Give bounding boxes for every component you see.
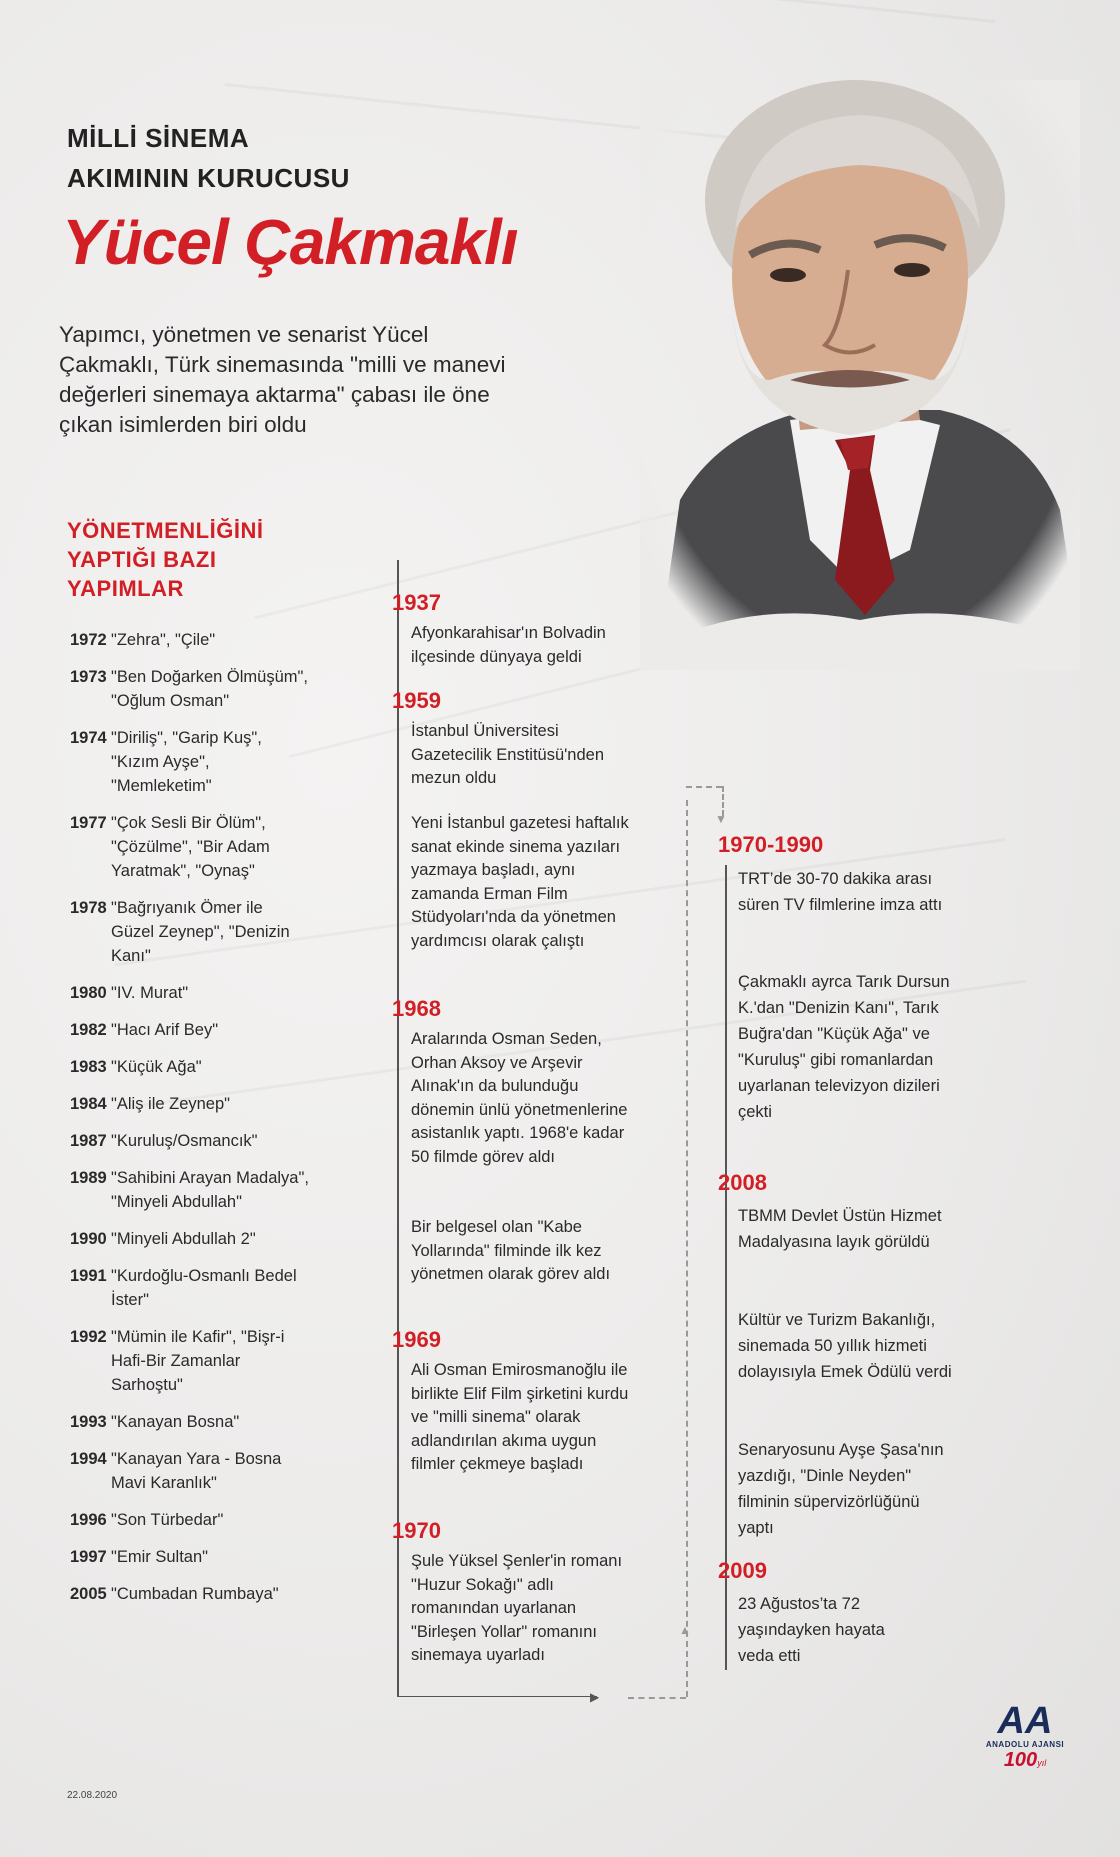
list-item (70, 811, 310, 883)
work-year: 1989 (70, 1169, 107, 1187)
timeline-year-1970: 1970 (392, 1518, 441, 1543)
list-item (70, 1582, 310, 1606)
work-title: "Sahibini Arayan Madalya", "Minyeli Abdullah" (111, 1169, 309, 1211)
list-item (70, 1166, 310, 1214)
timeline-event: 23 Ağustos’ta 72 yaşındayken hayata veda etti (738, 1595, 885, 1665)
work-title: "Son Türbedar" (111, 1511, 224, 1529)
work-year: 1992 (70, 1328, 107, 1346)
timeline-year-1970-1990: 1970-1990 (718, 832, 824, 857)
list-item (70, 1264, 310, 1312)
work-year: 1974 (70, 729, 107, 747)
intro-line: değerleri sinemaya aktarma" çabası ile öne (59, 382, 490, 407)
works-title-line: YÖNETMENLİĞİNİ (67, 518, 264, 543)
work-title: "Hacı Arif Bey" (111, 1021, 219, 1039)
timeline-dashed-connector (686, 786, 722, 788)
work-year: 1991 (70, 1267, 107, 1285)
list-item (70, 1447, 310, 1495)
work-title: "Minyeli Abdullah 2" (111, 1230, 256, 1248)
timeline-year-2008: 2008 (718, 1170, 767, 1195)
list-item (70, 1410, 310, 1434)
list-item (70, 1055, 310, 1079)
work-year: 1996 (70, 1511, 107, 1529)
work-year: 1978 (70, 899, 107, 917)
work-title: "Ben Doğarken Ölmüşüm", "Oğlum Osman" (111, 668, 308, 710)
list-item (70, 665, 310, 713)
timeline-event: İstanbul Üniversitesi Gazetecilik Enstitüsü'nden mezun oldu (411, 722, 605, 787)
timeline-year-1937: 1937 (392, 590, 441, 615)
work-year: 1994 (70, 1450, 107, 1468)
work-title: "Kanayan Bosna" (111, 1413, 240, 1431)
work-year: 1990 (70, 1230, 107, 1248)
work-title: "Küçük Ağa" (111, 1058, 202, 1076)
timeline-year-1969: 1969 (392, 1327, 441, 1352)
works-title-line: YAPTIĞI BAZI (67, 547, 217, 572)
timeline-event: Aralarında Osman Seden, Orhan Aksoy ve Arşevir Alınak'ın da bulunduğu dönemin ünlü yönetmenlerine asistanlık yaptı. 1968'e kadar 50 filmde görev aldı (411, 1030, 628, 1166)
work-year: 1983 (70, 1058, 107, 1076)
arrow-right-icon: ▶ (590, 1690, 600, 1704)
arrow-down-icon: ▼ (715, 812, 727, 826)
page-title: Yücel Çakmaklı (62, 206, 518, 278)
list-item (70, 1545, 310, 1569)
intro-line: çıkan isimlerden biri oldu (59, 412, 307, 437)
list-item (70, 981, 310, 1005)
work-year: 1984 (70, 1095, 107, 1113)
work-title: "Kuruluş/Osmancık" (111, 1132, 258, 1150)
list-item (70, 628, 310, 652)
work-year: 2005 (70, 1585, 107, 1603)
timeline-dashed-connector (628, 1697, 686, 1699)
timeline-dashed-connector (686, 800, 688, 1697)
timeline-event: Ali Osman Emirosmanoğlu ile birlikte Elif Film şirketini kurdu ve "milli sinema" olarak adlandırılan akıma uygun filmler çekmeye başladı (411, 1361, 629, 1473)
work-title: "Emir Sultan" (111, 1548, 208, 1566)
timeline-year-1968: 1968 (392, 996, 441, 1021)
publish-date: 22.08.2020 (67, 1790, 118, 1801)
work-title: "Çok Sesli Bir Ölüm", "Çözülme", "Bir Adam Yaratmak", "Oynaş" (111, 814, 270, 880)
kicker (67, 118, 350, 198)
timeline-arrow-line (397, 1696, 597, 1697)
work-year: 1972 (70, 631, 107, 649)
intro-line: Yapımcı, yönetmen ve senarist Yücel (59, 322, 429, 347)
anniversary-badge (985, 1749, 1065, 1771)
work-year: 1987 (70, 1132, 107, 1150)
timeline-line (725, 865, 727, 1670)
timeline-event: TRT’de 30-70 dakika arası süren TV filmlerine imza attı (738, 870, 943, 914)
work-year: 1982 (70, 1021, 107, 1039)
work-year: 1980 (70, 984, 107, 1002)
timeline-event: Çakmaklı ayrca Tarık Dursun K.'dan "Denizin Kanı", Tarık Buğra'dan "Küçük Ağa" ve "Kuruluş" gibi romanlardan uyarlanan televizyon dizileri çekti (738, 973, 950, 1121)
work-title: "Kanayan Yara - Bosna Mavi Karanlık" (111, 1450, 282, 1492)
list-item (70, 1325, 310, 1397)
works-list (70, 628, 310, 1619)
works-section-title (67, 516, 327, 603)
list-item (70, 726, 310, 798)
timeline-event: Yeni İstanbul gazetesi haftalık sanat ekinde sinema yazıları yazmaya başladı, aynı zamanda Erman Film Stüdyoları'nda da yönetmen yardımcısı olarak çalıştı (411, 814, 629, 950)
timeline-event: Kültür ve Turizm Bakanlığı, sinemada 50 yıllık hizmeti dolayısıyla Emek Ödülü verdi (738, 1311, 952, 1381)
work-title: "Cumbadan Rumbaya" (111, 1585, 279, 1603)
intro-line: Çakmaklı, Türk sinemasında "milli ve manevi (59, 352, 506, 377)
portrait-illustration (640, 80, 1080, 670)
work-title: "Aliş ile Zeynep" (111, 1095, 231, 1113)
list-item (70, 1018, 310, 1042)
logo-text: ANADOLU AJANSI (985, 1740, 1065, 1749)
work-title: "IV. Murat" (111, 984, 189, 1002)
work-title: "Zehra", "Çile" (111, 631, 216, 649)
work-year: 1993 (70, 1413, 107, 1431)
logo-mark: AA (997, 1700, 1053, 1742)
work-title: "Kurdoğlu-Osmanlı Bedel İster" (111, 1267, 297, 1309)
timeline-event: TBMM Devlet Üstün Hizmet Madalyasına layık görüldü (738, 1207, 942, 1251)
work-year: 1977 (70, 814, 107, 832)
timeline-event: Afyonkarahisar'ın Bolvadin ilçesinde dünyaya geldi (411, 624, 606, 666)
timeline-year-1959: 1959 (392, 688, 441, 713)
list-item (70, 1129, 310, 1153)
work-year: 1997 (70, 1548, 107, 1566)
timeline-event: Senaryosunu Ayşe Şasa'nın yazdığı, "Dinle Neyden" filminin süpervizörlüğünü yaptı (738, 1441, 944, 1537)
kicker-line-2: AKIMININ KURUCUSU (67, 163, 350, 193)
list-item (70, 1508, 310, 1532)
works-title-line: YAPIMLAR (67, 576, 184, 601)
anadolu-ajansi-logo (985, 1702, 1065, 1771)
arrow-up-icon: ▲ (679, 1623, 691, 1637)
list-item (70, 1227, 310, 1251)
work-title: "Mümin ile Kafir", "Bişr-i Hafi-Bir Zamanlar Sarhoştu" (111, 1328, 285, 1394)
list-item (70, 896, 310, 968)
work-title: "Diriliş", "Garip Kuş", "Kızım Ayşe", "Memleketim" (111, 729, 262, 795)
anniversary-number: 100 (1003, 1749, 1038, 1771)
anniversary-suffix: yıl (1037, 1758, 1047, 1768)
work-title: "Bağrıyanık Ömer ile Güzel Zeynep", "Denizin Kanı" (111, 899, 290, 965)
timeline-event: Bir belgesel olan "Kabe Yollarında" filminde ilk kez yönetmen olarak görev aldı (411, 1218, 611, 1283)
timeline-year-2009: 2009 (718, 1558, 767, 1583)
timeline-event: Şule Yüksel Şenler'in romanı "Huzur Sokağı" adlı romanından uyarlanan "Birleşen Yollar" romanını sinemaya uyarladı (411, 1552, 623, 1664)
kicker-line-1: MİLLİ SİNEMA (67, 123, 250, 153)
list-item (70, 1092, 310, 1116)
work-year: 1973 (70, 668, 107, 686)
intro-text (59, 320, 559, 440)
